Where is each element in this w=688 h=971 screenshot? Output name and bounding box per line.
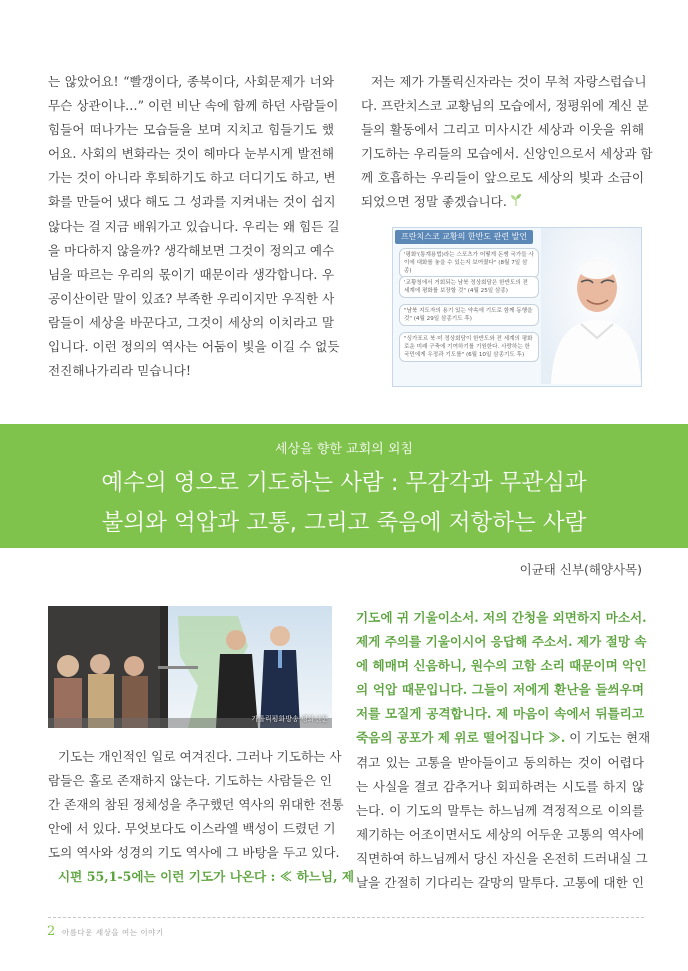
article-body-top-left (48, 70, 340, 383)
text-line: 겪고 있는 고통을 받아들이고 동의하는 것이 어렵다 (356, 754, 644, 770)
photo-caption: 가톨릭평화방송·평화신문 (251, 715, 328, 723)
article-body-bottom-left (48, 745, 355, 890)
quote-bubble: '평화'(통계용법)라는 스포츠가 어떻게 돈쌩 국가들 사이에 대화를 놓을 수 있는지 보여줬다" (8월 7일 삼종) (399, 248, 539, 278)
psalm-line: 의 억압 때문입니다. 그들이 저에게 환난을 들씌우며 (356, 682, 644, 698)
text-line: 는 사실을 결코 감추거나 회피하려는 시도를 하지 않 (356, 778, 644, 794)
text-line: 어요. 사회의 변화라는 것이 헤마다 눈부시게 발전해 (48, 146, 334, 162)
text-line: 입니다. 이런 정의의 역사는 어둠이 빛을 이길 수 없듯 (48, 339, 340, 355)
text-line: 저는 제가 가톨릭신자라는 것이 무척 자랑스럽습니 (371, 74, 647, 89)
text-line: 께 호흡하는 우리들이 앞으로도 세상의 빛과 소금이 (361, 170, 644, 186)
psalm-line: 저를 모질게 공격합니다. 제 마음이 속에서 뒤틀리고 (356, 706, 644, 722)
section-kicker: 세상을 향한 교회의 외침 (275, 442, 413, 457)
text-line: 기도하는 우리들의 모습에서. 신앙인으로서 세상과 함 (361, 146, 653, 162)
leaf-icon (509, 193, 523, 207)
text-line: 제기하는 어조이면서도 세상의 어두운 고통의 역사에 (356, 826, 644, 842)
text-line: 화를 만들어 냈다 해도 그 성과를 지켜내는 것이 쉽지 (48, 194, 336, 210)
quote-bubble: "싱가포르 북·미 정상회담이 한반도와 전 세계의 평화로운 미래 구축에 기여하기를 기원한다. 사랑하는 한국민에게 우정과 기도를" (6월 10일 삼종기도 후) (399, 332, 539, 362)
article-title-line2: 불의와 억압과 고통, 그리고 죽음에 저항하는 사람 (101, 510, 587, 536)
pope-quotes-infobox (392, 227, 642, 387)
text-fragment: 이 기도는 현재 (565, 730, 651, 746)
psalm-line: 에 헤매며 신음하니, 원수의 고함 소리 때문이며 악인 (356, 658, 647, 674)
text-line: 직면하여 하느님께서 당신 자신을 온전히 드러내실 그 (356, 850, 648, 866)
section-title-banner (0, 424, 688, 548)
summit-photo (48, 606, 332, 728)
article-body-top-right (361, 70, 653, 215)
psalm-line: 제게 주의를 기울이시어 응답해 주소서. 제가 절망 속 (356, 634, 647, 650)
text-line: 을 마다하지 않을까? 생각해보면 그것이 정의고 예수 (48, 242, 335, 258)
text-line: 들의 활동에서 그리고 미사시간 세상과 이웃을 위해 (361, 122, 644, 138)
text-line: 않다는 걸 지금 배워가고 있습니다. 우리는 왜 힘든 길 (48, 218, 340, 234)
text-line: 안에 서 있다. 무엇보다도 이스라엘 백성이 드렸던 기 (48, 821, 336, 837)
mixed-line (356, 726, 651, 750)
publication-title: 아름다운 세상을 여는 이야기 (62, 928, 164, 937)
text-line: 공이산이란 말이 있죠? 부족한 우리이지만 우직한 사 (48, 290, 335, 306)
psalm-line: 기도에 귀 기울이소서. 저의 간청을 외면하지 마소서. (356, 610, 647, 625)
text-line: 날을 간절히 기다리는 갈망의 말투다. 고통에 대한 인 (356, 875, 644, 891)
text-line: 도의 역사와 성경의 기도 역사에 그 바탕을 두고 있다. (48, 845, 340, 861)
text-line: 전진해나가리라 믿습니다! (48, 363, 191, 379)
text-line: 람들은 홀로 존재하지 않는다. 기도하는 사람들은 인 (48, 773, 332, 789)
text-line: 는다. 이 기도의 말투는 하느님께 격정적으로 이의를 (356, 802, 644, 818)
text-line: 람들이 세상을 바꾼다고, 그것이 세상의 이치라고 말 (48, 314, 334, 330)
text-line: 간 존재의 참된 정체성을 추구했던 역사의 위대한 전통 (48, 797, 344, 813)
text-line: 는 않았어요! “빨갱이다, 종북이다, 사회문제가 너와 (48, 74, 334, 89)
page-number: 2 (47, 924, 56, 939)
text-line: 힘들어 떠나가는 모습들을 보며 지치고 힘들기도 했 (48, 122, 334, 138)
quote-bubble: '교황청에서 거회되는 남북 정상회담은 한반도의 전 세계에 평화를 보장할 것" (4월 25일 삼종) (399, 276, 539, 298)
summit-photo-image (48, 606, 332, 728)
psalm-intro-line: 시편 55,1-5에는 이런 기도가 나온다 : ≪ 하느님, 제 (58, 869, 355, 885)
infobox-header: 프란치스코 교황의 한반도 관련 발언 (395, 230, 533, 244)
pope-portrait-image (541, 228, 641, 384)
footer-divider (48, 917, 644, 918)
text-line: 다. 프란치스코 교황님의 모습에서, 정평위에 계신 분 (361, 98, 649, 114)
psalm-line-end: 죽음의 공포가 제 위로 떨어집니다 ≫. (356, 730, 566, 746)
article-body-bottom-right (356, 606, 651, 895)
text-line: 기도는 개인적인 일로 여겨진다. 그러나 기도하는 사 (58, 749, 342, 764)
text-line: 가는 것이 아니라 후퇴하기도 하고 더디기도 하고, 변 (48, 170, 336, 186)
text-line: 되었으면 정말 좋겠습니다. (361, 194, 507, 210)
article-title-line1: 예수의 영으로 기도하는 사람 : 무감각과 무관심과 (101, 470, 587, 496)
quote-bubble: "남북 지도자의 용기 있는 약속에 기도로 함께 동행을 것" (4월 29일 삼종기도 후) (399, 304, 539, 326)
text-line: 님을 따르는 우리의 몫이기 때문이라 생각합니다. 우 (48, 266, 334, 282)
article-author: 이균태 신부(해양사목) (519, 562, 642, 577)
text-line: 무슨 상관이냐…” 이런 비난 속에 함께 하던 사람들이 (48, 98, 339, 114)
